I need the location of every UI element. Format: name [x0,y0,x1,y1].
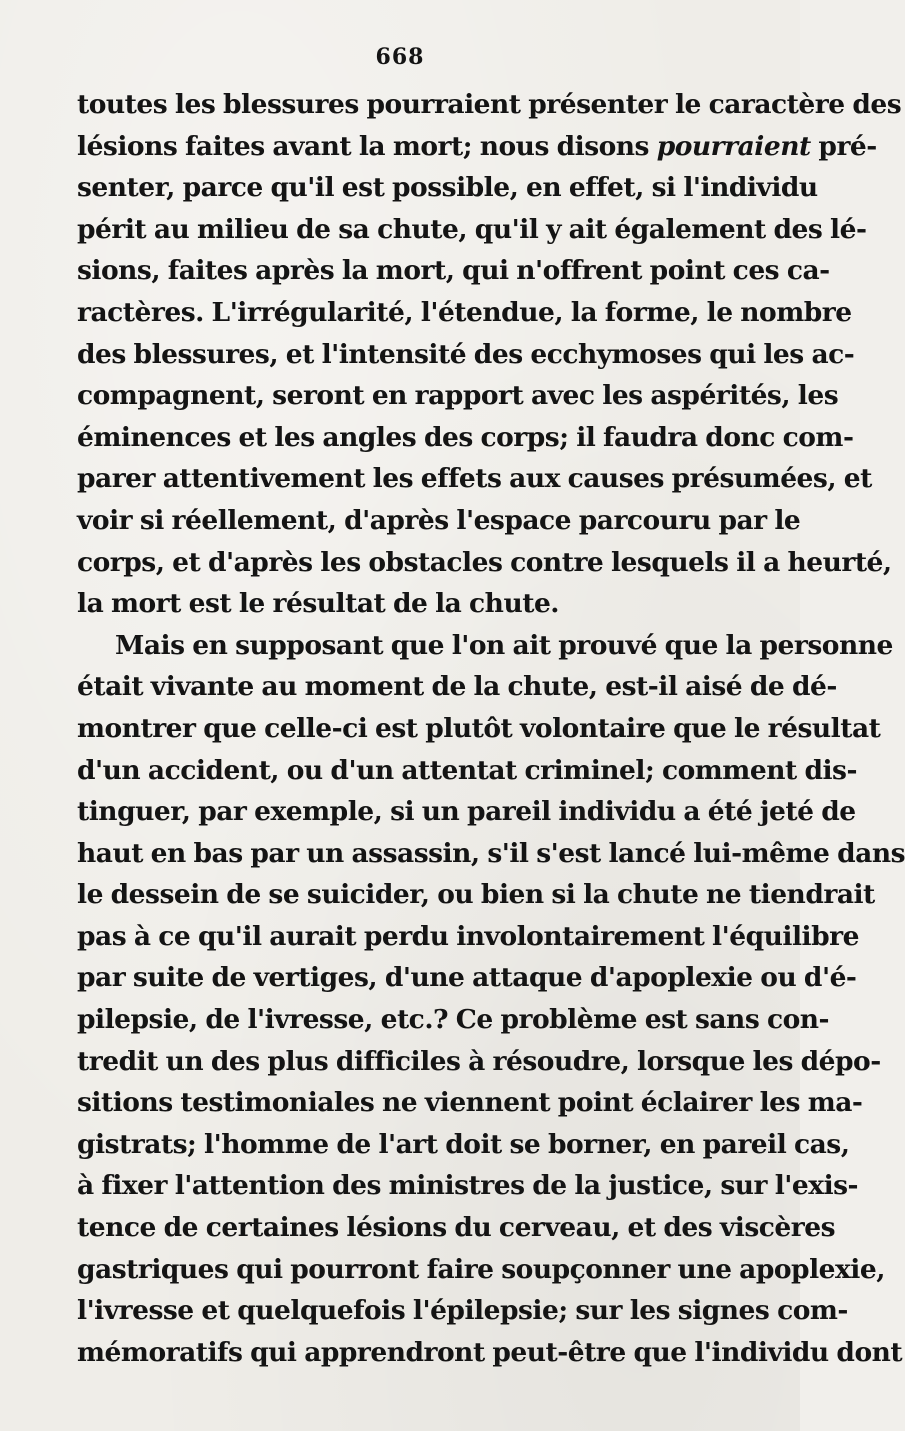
text-line [77,1207,836,1249]
text-segment: montrer que celle-ci est plutôt volontaire que le résultat [77,712,881,744]
text-segment: parer attentivement les effets aux causes présumées, et [77,463,872,495]
text-segment: toutes les blessures pourraient présenter le caractère des [77,89,902,120]
text-line [77,334,855,376]
text-line [77,1124,850,1166]
text-line [77,500,801,542]
text-line [77,542,892,584]
text-segment: corps, et d'après les obstacles contre lesquels il a heurté, [77,546,892,578]
text-segment: voir si réellement, d'après l'espace parcouru par le [77,504,801,536]
text-segment: tence de certaines lésions du cerveau, et des viscères [77,1212,836,1244]
text-segment: haut en bas par un assassin, s'il s'est lancé lui-même dans [77,837,905,869]
text-line [77,791,856,833]
text-line [77,209,867,251]
text-segment: éminences et les angles des corps; il faudra donc com- [77,421,854,453]
text-line [77,666,837,708]
text-segment: compagnent, seront en rapport avec les aspérités, les [77,380,839,412]
text-segment: gastriques qui pourront faire soupçonner une apoplexie, [77,1253,885,1285]
page-number: 668 [375,44,425,70]
text-segment: des blessures, et l'intensité des ecchymoses qui les ac- [77,338,855,370]
text-segment: senter, parce qu'il est possible, en effet, si l'individu [77,172,818,204]
text-line [77,84,902,126]
text-segment: l'ivresse et quelquefois l'épilepsie; sur les signes com- [77,1295,848,1327]
text-segment: pilepsie, de l'ivresse, etc.? Ce problème est sans con- [77,1004,830,1036]
text-segment: pas à ce qu'il aurait perdu involontairement l'équilibre [77,920,859,952]
text-line [77,1290,848,1332]
text-segment: périt au milieu de sa chute, qu'il y ait également des lé- [77,213,867,245]
text-line [77,1249,885,1291]
text-line [77,292,852,334]
text-line [77,750,857,792]
text-line [77,417,854,459]
text-line [77,1041,881,1083]
text-segment: d'un accident, ou d'un attentat criminel; comment dis- [77,754,857,786]
text-line [77,167,818,209]
text-segment: Mais en supposant que l'on ait prouvé que la personne [115,629,893,661]
text-line [77,708,881,750]
text-segment: sions, faites après la mort, qui n'offrent point ces ca- [77,255,830,287]
text-line [77,126,877,168]
text-segment: la mort est le résultat de la chute. [77,588,560,620]
text-line [77,916,859,958]
paragraph-start-line [77,625,893,667]
text-segment: pré- [810,130,877,162]
text-segment: le dessein de se suicider, ou bien si la chute ne tiendrait [77,879,875,911]
text-segment: mémoratifs qui apprendront peut-être que l'individu dont [77,1336,903,1368]
text-segment: par suite de vertiges, d'une attaque d'apoplexie ou d'é- [77,962,857,994]
text-line [77,957,857,999]
text-line [77,874,875,916]
text-line [77,833,905,875]
text-line [77,250,830,292]
text-line [77,999,830,1041]
text-line [77,1165,859,1207]
text-segment: tredit un des plus difficiles à résoudre, lorsque les dépo- [77,1045,881,1077]
text-segment: tinguer, par exemple, si un pareil individu a été jeté de [77,796,856,828]
text-segment: à fixer l'attention des ministres de la justice, sur l'exis- [77,1170,859,1202]
text-line [77,375,839,417]
text-segment: gistrats; l'homme de l'art doit se borner, en pareil cas, [77,1128,850,1160]
italic-emphasis: pourraient [656,130,811,162]
text-line [77,1082,863,1124]
text-segment: lésions faites avant la mort; nous disons [77,130,657,162]
paragraph-end-line [77,583,753,625]
body-text [77,84,905,1373]
text-segment: sitions testimoniales ne viennent point éclairer les ma- [77,1087,863,1119]
text-segment: ractères. L'irrégularité, l'étendue, la forme, le nombre [77,296,852,328]
text-segment: était vivante au moment de la chute, est-il aisé de dé- [77,671,837,703]
text-line [77,458,872,500]
text-line [77,1332,903,1374]
